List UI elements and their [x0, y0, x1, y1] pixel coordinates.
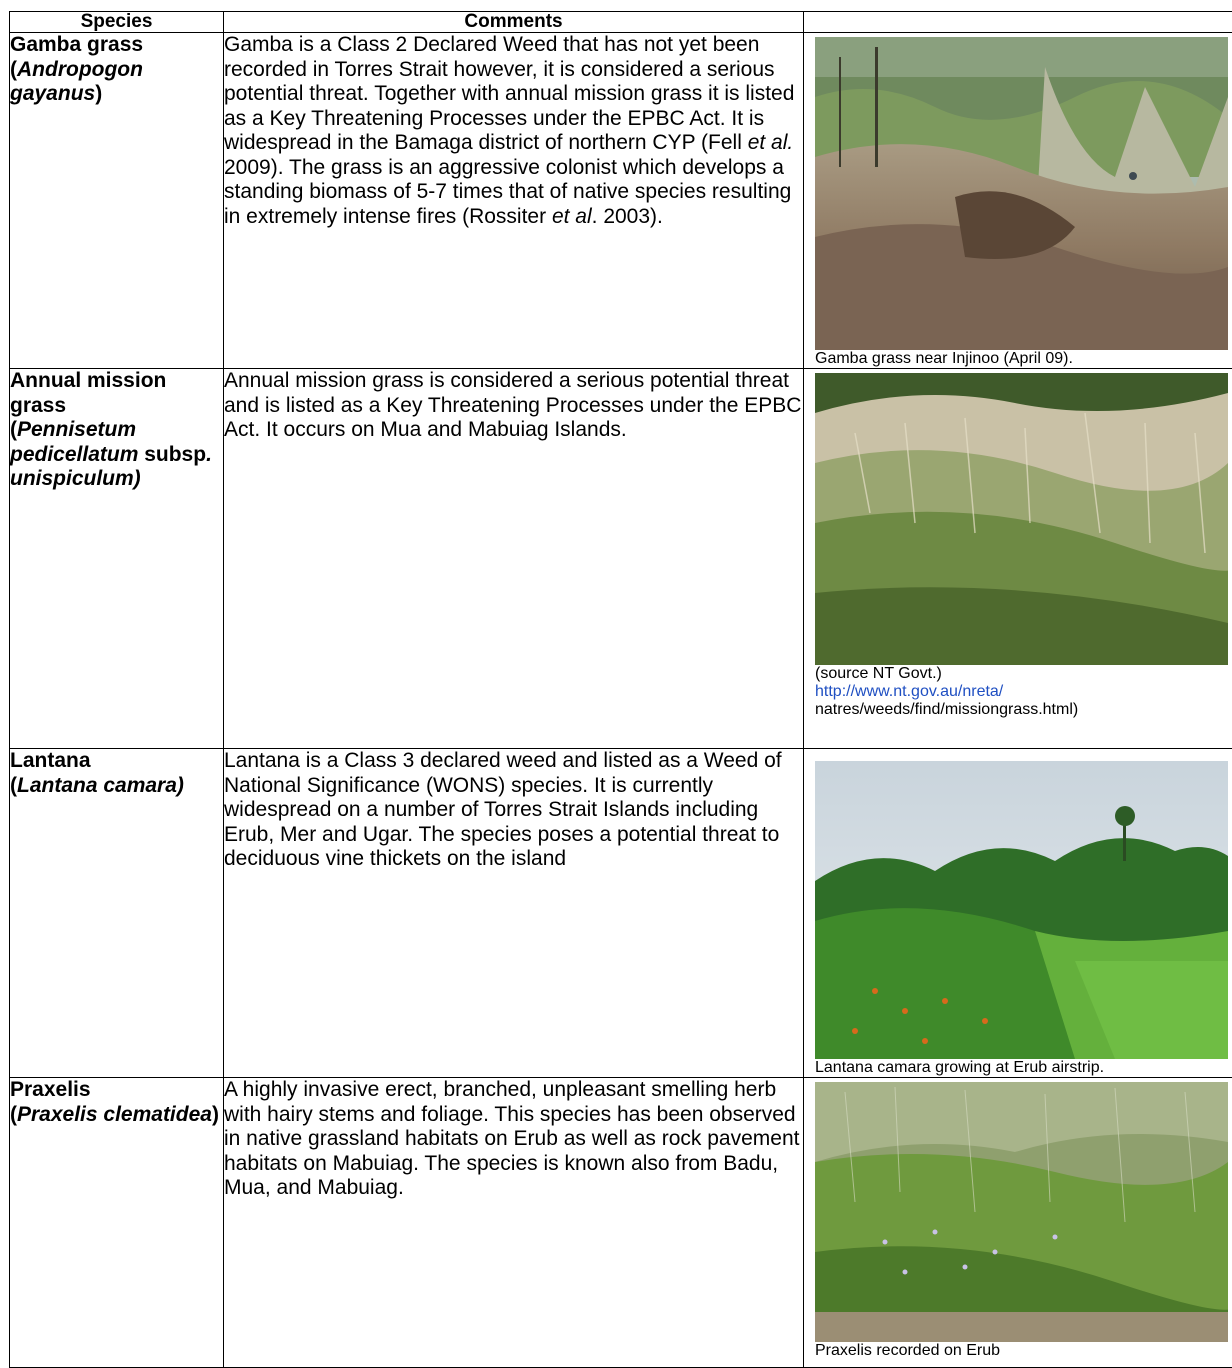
- photo-cell: [804, 749, 1232, 1078]
- praxelis-photo: [815, 1082, 1228, 1342]
- photo-caption: Praxelis recorded on Erub: [804, 1342, 1232, 1360]
- species-name: Lantana (Lantana camara): [10, 749, 224, 1078]
- species-comment: Gamba is a Class 2 Declared Weed that has not yet been recorded in Torres Strait however, it is considered a serious potential threat. Together with annual mission grass it is listed as a Key Threatening Processes under the EPBC Act. It is widespread in the Bamaga district of northern CYP (Fell et al. 2009). The grass is an aggressive colonist which develops a standing biomass of 5-7 times that of native species resulting in extremely intense fires (Rossiter et al. 2003).: [224, 33, 804, 369]
- header-comments: Comments: [224, 12, 804, 33]
- photo-caption: (source NT Govt.) http://www.nt.gov.au/nreta/ natres/weeds/find/missiongrass.html): [804, 665, 1232, 719]
- species-name: Annual mission grass (Pennisetum pedicellatum subsp. unispiculum): [10, 369, 224, 749]
- scientific-name: Praxelis clematidea: [17, 1103, 212, 1126]
- photo-cell: [804, 33, 1232, 369]
- photo-cell: [804, 369, 1232, 749]
- species-comment: Lantana is a Class 3 declared weed and listed as a Weed of National Significance (WONS) species. It is currently widespread on a number of Torres Strait Islands including Erub, Mer and Ugar. The species poses a potential threat to deciduous vine thickets on the island: [224, 749, 804, 1078]
- species-name: Praxelis (Praxelis clematidea): [10, 1078, 224, 1368]
- lantana-photo: [815, 761, 1228, 1059]
- scientific-name: Andropogon gayanus: [10, 58, 143, 106]
- header-species: Species: [10, 12, 224, 33]
- source-link[interactable]: http://www.nt.gov.au/nreta/: [815, 683, 1003, 700]
- gamba-grass-photo: [815, 37, 1228, 350]
- table-row: [10, 749, 1232, 1078]
- mission-grass-photo: [815, 373, 1228, 665]
- photo-caption: Gamba grass near Injinoo (April 09).: [804, 350, 1232, 368]
- table-header-row: [10, 12, 1232, 33]
- photo-cell: [804, 1078, 1232, 1368]
- scientific-name: Lantana camara): [17, 774, 184, 797]
- table-row: [10, 1078, 1232, 1368]
- table-row: [10, 369, 1232, 749]
- header-photo: [804, 12, 1232, 33]
- species-table: [9, 11, 1232, 1368]
- photo-caption: Lantana camara growing at Erub airstrip.: [804, 1059, 1232, 1077]
- species-name: Gamba grass (Andropogon gayanus): [10, 33, 224, 369]
- table-row: [10, 33, 1232, 369]
- species-comment: Annual mission grass is considered a serious potential threat and is listed as a Key Threatening Processes under the EPBC Act. It occurs on Mua and Mabuiag Islands.: [224, 369, 804, 749]
- species-comment: A highly invasive erect, branched, unpleasant smelling herb with hairy stems and foliage. This species has been observed in native grassland habitats on Erub as well as rock pavement habitats on Mabuiag. The species is known also from Badu, Mua, and Mabuiag.: [224, 1078, 804, 1368]
- scientific-name: Pennisetum pedicellatum: [10, 418, 138, 466]
